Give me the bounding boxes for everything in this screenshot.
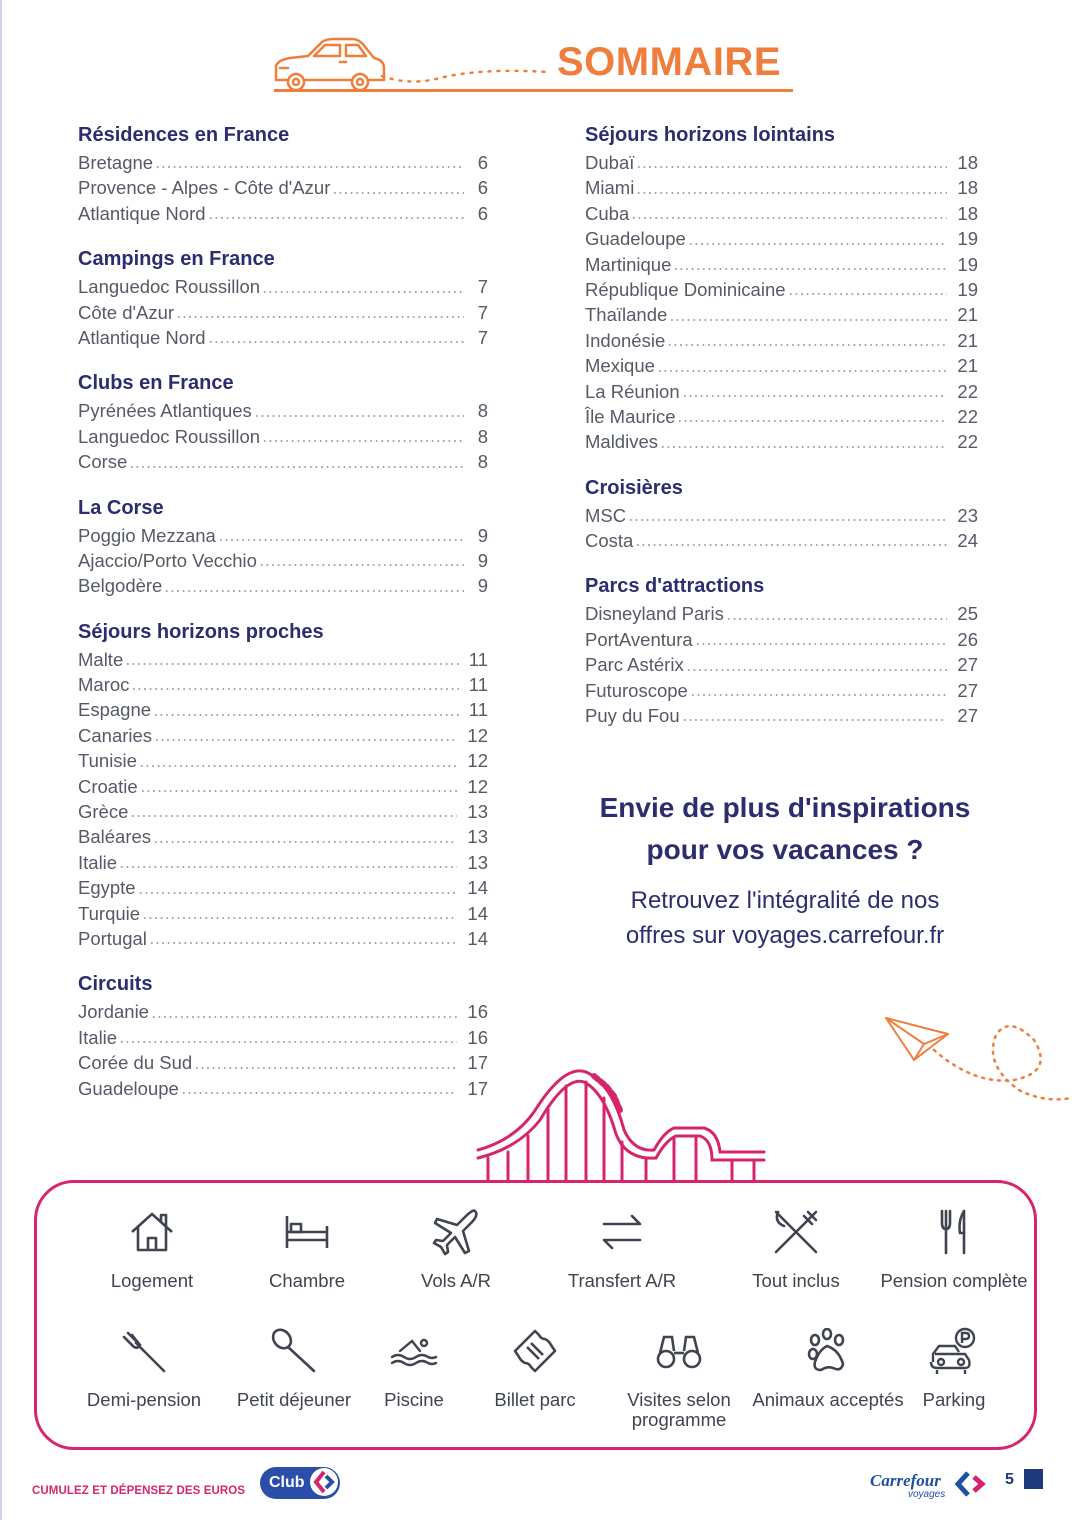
toc-entry-page: 17 [467, 1052, 488, 1074]
toc-entry[interactable] [585, 150, 978, 175]
toc-left-column [78, 122, 488, 1121]
dot-leader [142, 917, 457, 919]
ticket-icon [511, 1327, 559, 1375]
house-icon [128, 1210, 176, 1254]
toc-entry[interactable] [78, 274, 488, 299]
bed-icon [283, 1212, 331, 1252]
toc-entry-name: Atlantique Nord [78, 202, 206, 224]
toc-entry-page: 12 [467, 750, 488, 772]
toc-entry-name: Futuroscope [585, 679, 688, 701]
toc-entry[interactable] [78, 799, 488, 824]
toc-entry-page: 6 [477, 177, 488, 199]
toc-section-title: Séjours horizons proches [78, 620, 324, 643]
legend-item-chambre [222, 1207, 392, 1291]
toc-entry-page: 18 [957, 152, 978, 173]
toc-entry[interactable] [78, 1050, 488, 1075]
toc-entry-name: Corée du Sud [78, 1052, 193, 1074]
toc-entry[interactable] [585, 429, 978, 454]
dot-leader [153, 714, 459, 716]
dot-leader [138, 892, 458, 894]
toc-entry[interactable] [78, 325, 488, 350]
toc-entry[interactable] [78, 449, 488, 474]
toc-section [78, 619, 488, 952]
page-marker [1024, 1469, 1043, 1489]
toc-entry[interactable] [585, 503, 978, 528]
toc-entry-name: Malte [78, 648, 124, 670]
toc-entry-name: La Réunion [585, 380, 680, 402]
toc-right-column [585, 122, 978, 748]
dot-leader [635, 544, 947, 546]
toc-entry-page: 12 [467, 775, 488, 797]
dot-leader [695, 643, 948, 645]
toc-entry[interactable] [585, 175, 978, 200]
toc-entry[interactable] [585, 252, 978, 277]
toc-entry-name: Maldives [585, 431, 658, 453]
toc-entry[interactable] [78, 647, 488, 672]
toc-entry[interactable] [78, 926, 488, 951]
toc-entry[interactable] [585, 226, 978, 251]
dot-leader [660, 446, 947, 448]
dot-leader [155, 166, 464, 168]
club-label: Club [269, 1474, 305, 1491]
toc-entry-page: 19 [957, 228, 978, 250]
toc-entry[interactable] [78, 774, 488, 799]
toc-entry-page: 14 [467, 927, 488, 949]
dot-leader [788, 293, 948, 295]
toc-entry[interactable] [78, 150, 488, 175]
toc-entry-name: Provence - Alpes - Côte d'Azur [78, 177, 331, 199]
toc-entry[interactable] [78, 875, 488, 900]
toc-entry-name: Bretagne [78, 152, 154, 173]
roller-coaster-icon [474, 1062, 769, 1184]
toc-entry-name: Martinique [585, 253, 672, 275]
legend-label: Parking [922, 1389, 986, 1410]
dot-leader [686, 669, 948, 671]
toc-entry[interactable] [585, 404, 978, 429]
toc-entry-name: Indonésie [585, 329, 666, 351]
brand-name: Carrefour [870, 1471, 941, 1490]
toc-entry-name: Baléares [78, 826, 152, 848]
fork-icon [120, 1327, 168, 1375]
toc-entry-name: Egypte [78, 877, 136, 899]
toc-entry[interactable] [585, 277, 978, 302]
toc-entry[interactable] [78, 697, 488, 722]
promo-block [575, 787, 995, 953]
toc-section [78, 495, 488, 599]
dot-leader [208, 341, 464, 343]
toc-entry-page: 8 [477, 451, 488, 473]
toc-entry[interactable] [78, 300, 488, 325]
toc-section [585, 573, 978, 728]
legend-label: Petit déjeuner [236, 1389, 352, 1410]
transfer-arrows-icon [598, 1212, 646, 1252]
toc-entry-name: Tunisie [78, 750, 137, 772]
toc-section-title: Croisières [585, 476, 683, 499]
toc-entry-name: Portugal [78, 927, 147, 949]
toc-entry-page: 21 [957, 304, 978, 326]
dot-leader [139, 765, 457, 767]
toc-entry[interactable] [78, 201, 488, 226]
legend-label: Visites selon programme [627, 1389, 731, 1430]
toc-entry-page: 18 [957, 202, 978, 224]
toc-entry-page: 11 [468, 674, 488, 696]
brand-logo [870, 1471, 946, 1500]
toc-entry[interactable] [78, 398, 488, 423]
toc-entry-page: 21 [957, 355, 978, 377]
toc-entry-name: Corse [78, 451, 128, 473]
toc-entry-page: 9 [477, 575, 488, 597]
dot-leader [164, 590, 464, 592]
toc-entry-name: Languedoc Roussillon [78, 276, 261, 298]
toc-entry-name: MSC [585, 504, 627, 526]
toc-entry-name: Espagne [78, 699, 152, 721]
toc-entry-page: 14 [467, 877, 488, 899]
legend-item-vols [371, 1207, 541, 1291]
toc-entry[interactable] [78, 999, 488, 1024]
spoon-icon [270, 1327, 318, 1375]
dot-leader [657, 370, 947, 372]
toc-entry[interactable] [78, 424, 488, 449]
dot-leader [682, 395, 948, 397]
dot-leader [153, 841, 457, 843]
toc-section-title: La Corse [78, 496, 164, 519]
pictogram-legend [34, 1180, 1037, 1450]
dot-leader [673, 268, 947, 270]
page-edge-rule [0, 0, 2, 1520]
dot-leader [208, 217, 464, 219]
dot-leader [332, 192, 464, 194]
toc-entry[interactable] [585, 528, 978, 553]
dot-leader [119, 866, 457, 868]
toc-entry-name: Ajaccio/Porto Vecchio [78, 549, 257, 571]
toc-entry[interactable] [585, 379, 978, 404]
toc-entry-name: Turquie [78, 902, 141, 924]
dot-leader [259, 564, 464, 566]
toc-entry-page: 9 [477, 524, 488, 546]
toc-entry-name: Disneyland Paris [585, 603, 724, 625]
legend-item-pension-complete [869, 1207, 1039, 1291]
dotted-trail-icon [380, 68, 550, 88]
toc-section [78, 122, 488, 226]
dot-leader [154, 739, 457, 741]
toc-section-title: Campings en France [78, 248, 275, 271]
legend-label: Billet parc [494, 1389, 576, 1410]
legend-item-demi-pension [59, 1326, 229, 1410]
dot-leader [218, 539, 464, 541]
toc-entry[interactable] [585, 353, 978, 378]
toc-section [585, 475, 978, 554]
toc-entry-page: 19 [957, 278, 978, 300]
toc-entry-page: 12 [467, 724, 488, 746]
dot-leader [194, 1067, 457, 1069]
toc-entry[interactable] [585, 703, 978, 728]
toc-entry-name: Thaïlande [585, 304, 668, 326]
toc-entry[interactable] [78, 175, 488, 200]
toc-entry-page: 22 [957, 405, 978, 427]
toc-entry-page: 6 [477, 152, 488, 173]
toc-entry-name: PortAventura [585, 628, 693, 650]
airplane-icon [431, 1207, 481, 1257]
legend-item-logement [67, 1207, 237, 1291]
dot-leader [636, 166, 947, 168]
toc-entry-page: 18 [957, 177, 978, 199]
toc-entry[interactable] [78, 901, 488, 926]
toc-entry-page: 6 [477, 202, 488, 224]
dot-leader [690, 694, 948, 696]
toc-section-title: Parcs d'attractions [585, 575, 765, 598]
toc-entry-name: Puy du Fou [585, 705, 680, 727]
car-icon [270, 36, 388, 96]
toc-entry[interactable] [78, 1025, 488, 1050]
toc-entry-page: 23 [957, 504, 978, 526]
toc-section-title: Clubs en France [78, 372, 234, 395]
toc-entry-name: Canaries [78, 724, 153, 746]
page-header [270, 28, 795, 98]
legend-item-transfert [537, 1207, 707, 1291]
toc-section-title: Séjours horizons lointains [585, 124, 836, 146]
toc-entry-name: Languedoc Roussillon [78, 425, 261, 447]
toc-entry-page: 27 [957, 679, 978, 701]
dot-leader [125, 663, 459, 665]
toc-entry-name: Italie [78, 1026, 118, 1048]
title-underline [274, 89, 793, 92]
toc-entry-page: 16 [467, 1001, 488, 1023]
toc-entry-name: Côte d'Azur [78, 301, 175, 323]
carrefour-logo-icon [954, 1471, 990, 1497]
toc-entry[interactable] [585, 302, 978, 327]
promo-question-line-1: Envie de plus d'inspirations [599, 792, 971, 823]
toc-entry-name: Île Maurice [585, 405, 676, 427]
toc-entry-page: 27 [957, 705, 978, 727]
toc-entry-name: Croatie [78, 775, 138, 797]
legend-label: Tout inclus [752, 1270, 840, 1291]
dot-leader [682, 719, 948, 721]
toc-entry[interactable] [585, 201, 978, 226]
toc-entry[interactable] [78, 1076, 488, 1101]
toc-section [78, 971, 488, 1101]
dot-leader [628, 519, 947, 521]
page-title: SOMMAIRE [557, 40, 781, 84]
legend-label: Demi-pension [86, 1389, 202, 1410]
promo-question-line-2: pour vos vacances ? [646, 834, 924, 865]
toc-entry-page: 26 [957, 628, 978, 650]
toc-entry[interactable] [78, 548, 488, 573]
swimmer-icon [390, 1331, 438, 1371]
cutlery-icon [934, 1207, 974, 1257]
toc-entry[interactable] [585, 328, 978, 353]
toc-entry[interactable] [585, 678, 978, 703]
legend-item-parking [869, 1326, 1039, 1410]
toc-entry-page: 21 [957, 329, 978, 351]
dot-leader [119, 1041, 457, 1043]
toc-entry-name: Parc Astérix [585, 654, 684, 676]
legend-label: Vols A/R [421, 1270, 491, 1291]
toc-entry-name: République Dominicaine [585, 278, 786, 300]
dot-leader [688, 243, 948, 245]
toc-entry-name: Maroc [78, 674, 130, 696]
toc-entry-page: 17 [467, 1077, 488, 1099]
dot-leader [151, 1016, 457, 1018]
toc-entry-name: Poggio Mezzana [78, 524, 216, 546]
toc-entry-name: Dubaï [585, 152, 635, 173]
toc-entry-page: 13 [467, 801, 488, 823]
toc-entry-name: Italie [78, 851, 118, 873]
toc-entry-name: Jordanie [78, 1001, 149, 1023]
dot-leader [631, 217, 947, 219]
toc-entry-page: 11 [468, 699, 488, 721]
toc-entry-page: 22 [957, 431, 978, 453]
dot-leader [129, 466, 464, 468]
toc-entry[interactable] [78, 672, 488, 697]
toc-entry[interactable] [585, 601, 978, 626]
page-number: 5 [1005, 1471, 1014, 1488]
dot-leader [262, 440, 464, 442]
toc-entry-page: 25 [957, 603, 978, 625]
dot-leader [262, 291, 464, 293]
toc-entry-page: 8 [477, 400, 488, 422]
toc-entry[interactable] [585, 627, 978, 652]
toc-entry-page: 9 [477, 549, 488, 571]
toc-entry-name: Mexique [585, 355, 655, 377]
club-logo-icon [310, 1468, 338, 1496]
toc-entry-page: 7 [477, 276, 488, 298]
toc-entry[interactable] [78, 850, 488, 875]
toc-entry-name: Cuba [585, 202, 630, 224]
dot-leader [669, 319, 947, 321]
toc-section [78, 370, 488, 474]
toc-entry[interactable] [78, 723, 488, 748]
toc-entry[interactable] [585, 652, 978, 677]
dot-leader [176, 316, 464, 318]
legend-item-visites [594, 1326, 764, 1430]
dot-leader [636, 192, 947, 194]
toc-entry-name: Pyrénées Atlantiques [78, 400, 252, 422]
dot-leader [726, 618, 948, 620]
parking-car-icon [929, 1326, 979, 1376]
fork-knife-icon [772, 1208, 820, 1256]
legend-label: Logement [110, 1270, 194, 1291]
toc-entry-page: 7 [477, 301, 488, 323]
toc-section [585, 122, 978, 455]
club-badge[interactable] [260, 1467, 340, 1499]
dot-leader [254, 415, 464, 417]
dot-leader [667, 344, 947, 346]
dot-leader [181, 1092, 458, 1094]
toc-entry[interactable] [78, 824, 488, 849]
promo-text-line-1: Retrouvez l'intégralité de nos [630, 887, 940, 914]
toc-entry-page: 13 [467, 826, 488, 848]
toc-entry-page: 27 [957, 654, 978, 676]
toc-entry-name: Atlantique Nord [78, 326, 206, 348]
dot-leader [677, 420, 947, 422]
toc-entry-name: Grèce [78, 801, 129, 823]
toc-entry-name: Guadeloupe [585, 228, 686, 250]
promo-text-line-2[interactable]: offres sur voyages.carrefour.fr [625, 922, 945, 949]
legend-label: Pension complète [880, 1270, 1028, 1291]
brand-tag: voyages [908, 1489, 946, 1500]
toc-entry-page: 11 [468, 648, 488, 670]
toc-entry[interactable] [78, 573, 488, 598]
toc-entry-page: 7 [477, 326, 488, 348]
toc-entry[interactable] [78, 523, 488, 548]
toc-section-title: Circuits [78, 973, 153, 996]
legend-label: Piscine [384, 1389, 444, 1410]
dot-leader [130, 815, 457, 817]
legend-label: Chambre [268, 1270, 346, 1291]
toc-entry[interactable] [78, 748, 488, 773]
toc-entry-page: 22 [957, 380, 978, 402]
dot-leader [131, 688, 458, 690]
legend-label: Animaux acceptés [752, 1389, 904, 1410]
toc-entry-page: 8 [477, 425, 488, 447]
toc-entry-page: 14 [467, 902, 488, 924]
toc-entry-name: Guadeloupe [78, 1077, 179, 1099]
toc-entry-page: 24 [957, 530, 978, 552]
paw-icon [805, 1328, 851, 1374]
toc-entry-page: 16 [467, 1026, 488, 1048]
toc-entry-name: Belgodère [78, 575, 163, 597]
toc-section-title: Résidences en France [78, 124, 290, 146]
toc-section [78, 246, 488, 350]
toc-entry-page: 19 [957, 253, 978, 275]
legend-item-tout-inclus [711, 1207, 881, 1291]
legend-label: Transfert A/R [567, 1270, 677, 1291]
toc-entry-name: Costa [585, 530, 634, 552]
toc-entry-name: Miami [585, 177, 635, 199]
dot-leader [149, 942, 458, 944]
dot-leader [140, 790, 458, 792]
binoculars-icon [654, 1331, 704, 1371]
paper-plane-icon [884, 1010, 1074, 1105]
footer-slogan: CUMULEZ ET DÉPENSEZ DES EUROS [32, 1485, 246, 1497]
toc-entry-page: 13 [467, 851, 488, 873]
